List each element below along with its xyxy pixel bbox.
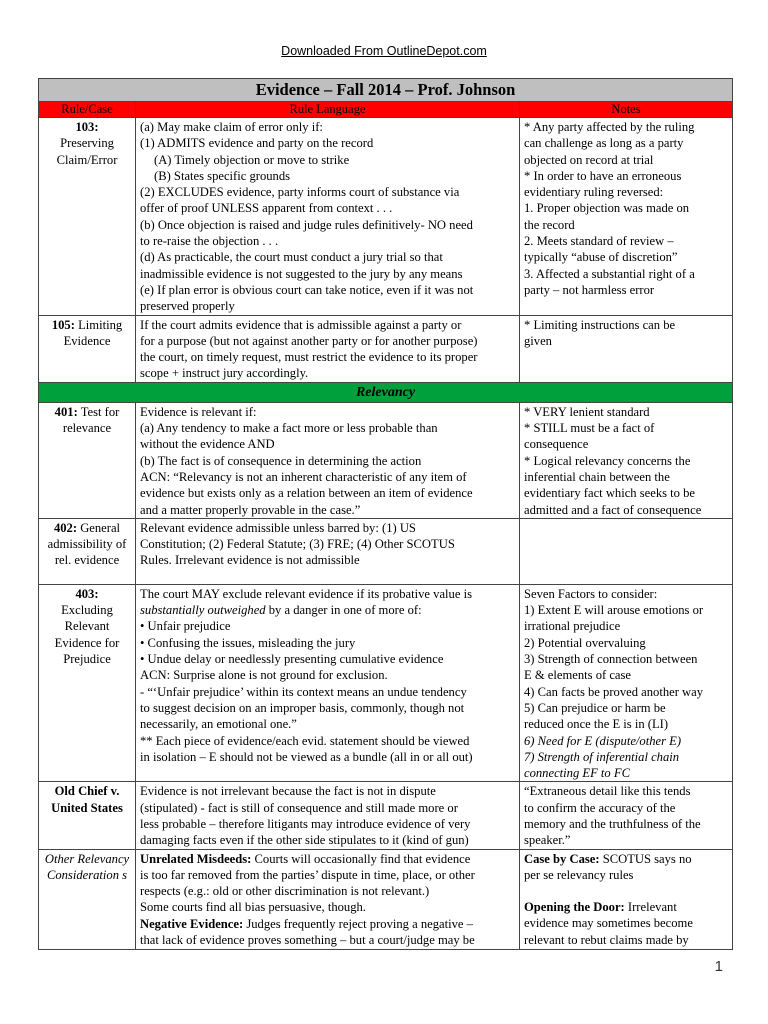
source-header[interactable]: Downloaded From OutlineDepot.com — [281, 44, 487, 58]
table-row — [39, 782, 733, 849]
table-row — [39, 118, 733, 316]
col-header-rule-case: Rule/Case — [39, 102, 136, 118]
rule-cell: 103: Preserving Claim/Error — [39, 118, 136, 316]
col-header-notes: Notes — [520, 102, 733, 118]
rule-language-cell: If the court admits evidence that is admissible against a party or for a purpose (but not against another party or for another purpose) the court, on timely request, must restrict the evidence to its proper scope + instruct jury accordingly. — [136, 315, 520, 382]
table-row — [39, 518, 733, 584]
evidence-outline-table — [38, 78, 733, 950]
col-header-rule-language: Rule Language — [136, 102, 520, 118]
rule-language-cell: Relevant evidence admissible unless barred by: (1) US Constitution; (2) Federal Statute; (3) FRE; (4) Other SCOTUS Rules. Irrelevant evidence is not admissible — [136, 518, 520, 584]
table-row — [39, 402, 733, 518]
case-cell: Other Relevancy Consideration s — [39, 849, 136, 949]
rule-language-cell: The court MAY exclude relevant evidence if its probative value is substantially outweighed by a danger in one of more of: • Unfair prejudice • Confusing the issues, misleading the jury • Undue delay or needlessly presenting cumulative evidence ACN: Surprise alone is not ground for exclusion. - “‘Unfair prejudice’ within its context means an undue tendency to suggest decision on an improper basis, commonly, though not necessarily, an emotional one.” ** Each piece of evidence/each evid. statement should be viewed in isolation – E should not be viewed as a bundle (all in or all out) — [136, 584, 520, 782]
notes-cell: Case by Case: SCOTUS says no per se relevancy rules Opening the Door: Irrelevant evidence may sometimes become relevant to rebut claims made by — [520, 849, 733, 949]
rule-cell: 403: Excluding Relevant Evidence for Prejudice — [39, 584, 136, 782]
rule-language-cell: Unrelated Misdeeds: Courts will occasionally find that evidence is too far removed from the parties’ dispute in time, place, or other respects (e.g.: old or other discrimination is not relevant.) Some courts find all bias persuasive, though. Negative Evidence: Judges frequently reject proving a negative – that lack of evidence proves something – but a court/judge may be — [136, 849, 520, 949]
notes-cell: * VERY lenient standard * STILL must be a fact of consequence * Logical relevancy concerns the inferential chain between the evidentiary fact which seeks to be admitted and a fact of consequence — [520, 402, 733, 518]
rule-language-cell: Evidence is relevant if: (a) Any tendency to make a fact more or less probable than without the evidence AND (b) The fact is of consequence in determining the action ACN: “Relevancy is not an inherent characteristic of any item of evidence but exists only as a relation between an item of evidence and a matter properly provable in the case.” — [136, 402, 520, 518]
rule-cell: 105: Limiting Evidence — [39, 315, 136, 382]
table-title: Evidence – Fall 2014 – Prof. Johnson — [39, 79, 733, 102]
notes-cell: “Extraneous detail like this tends to confirm the accuracy of the memory and the truthfulness of the speaker.” — [520, 782, 733, 849]
notes-cell — [520, 518, 733, 584]
table-row — [39, 849, 733, 949]
table-row — [39, 315, 733, 382]
page-number: 1 — [714, 958, 723, 975]
rule-language-cell: (a) May make claim of error only if: (1) ADMITS evidence and party on the record (A) Timely objection or move to strike (B) States specific grounds (2) EXCLUDES evidence, party informs court of substance via offer of proof UNLESS apparent from context . . . (b) Once objection is raised and judge rules definitively- NO need to re-raise the objection . . . (d) As practicable, the court must conduct a jury trial so that inadmissible evidence is not suggested to the jury by any means (e) If plan error is obvious court can take notice, even if it was not preserved properly — [136, 118, 520, 316]
notes-cell: * Any party affected by the ruling can challenge as long as a party objected on record at trial * In order to have an erroneous evidentiary ruling reversed: 1. Proper objection was made on the record 2. Meets standard of review – typically “abuse of discretion” 3. Affected a substantial right of a party – not harmless error — [520, 118, 733, 316]
notes-cell: Seven Factors to consider: 1) Extent E will arouse emotions or irrational prejudice 2) Potential overvaluing 3) Strength of connection between E & elements of case 4) Can facts be proved another way 5) Can prejudice or harm be reduced once the E is in (LI) 6) Need for E (dispute/other E) 7) Strength of inferential chain connecting EF to FC — [520, 584, 733, 782]
rule-cell: 402: General admissibility of rel. evidence — [39, 518, 136, 584]
table-row — [39, 584, 733, 782]
case-cell: Old Chief v. United States — [39, 782, 136, 849]
rule-language-cell: Evidence is not irrelevant because the fact is not in dispute (stipulated) - fact is still of consequence and still made more or less probable – therefore litigants may introduce evidence of very damaging facts even if the other side stipulates to it (kind of gun) — [136, 782, 520, 849]
notes-cell: * Limiting instructions can be given — [520, 315, 733, 382]
section-relevancy: Relevancy — [39, 382, 733, 402]
rule-cell: 401: Test for relevance — [39, 402, 136, 518]
